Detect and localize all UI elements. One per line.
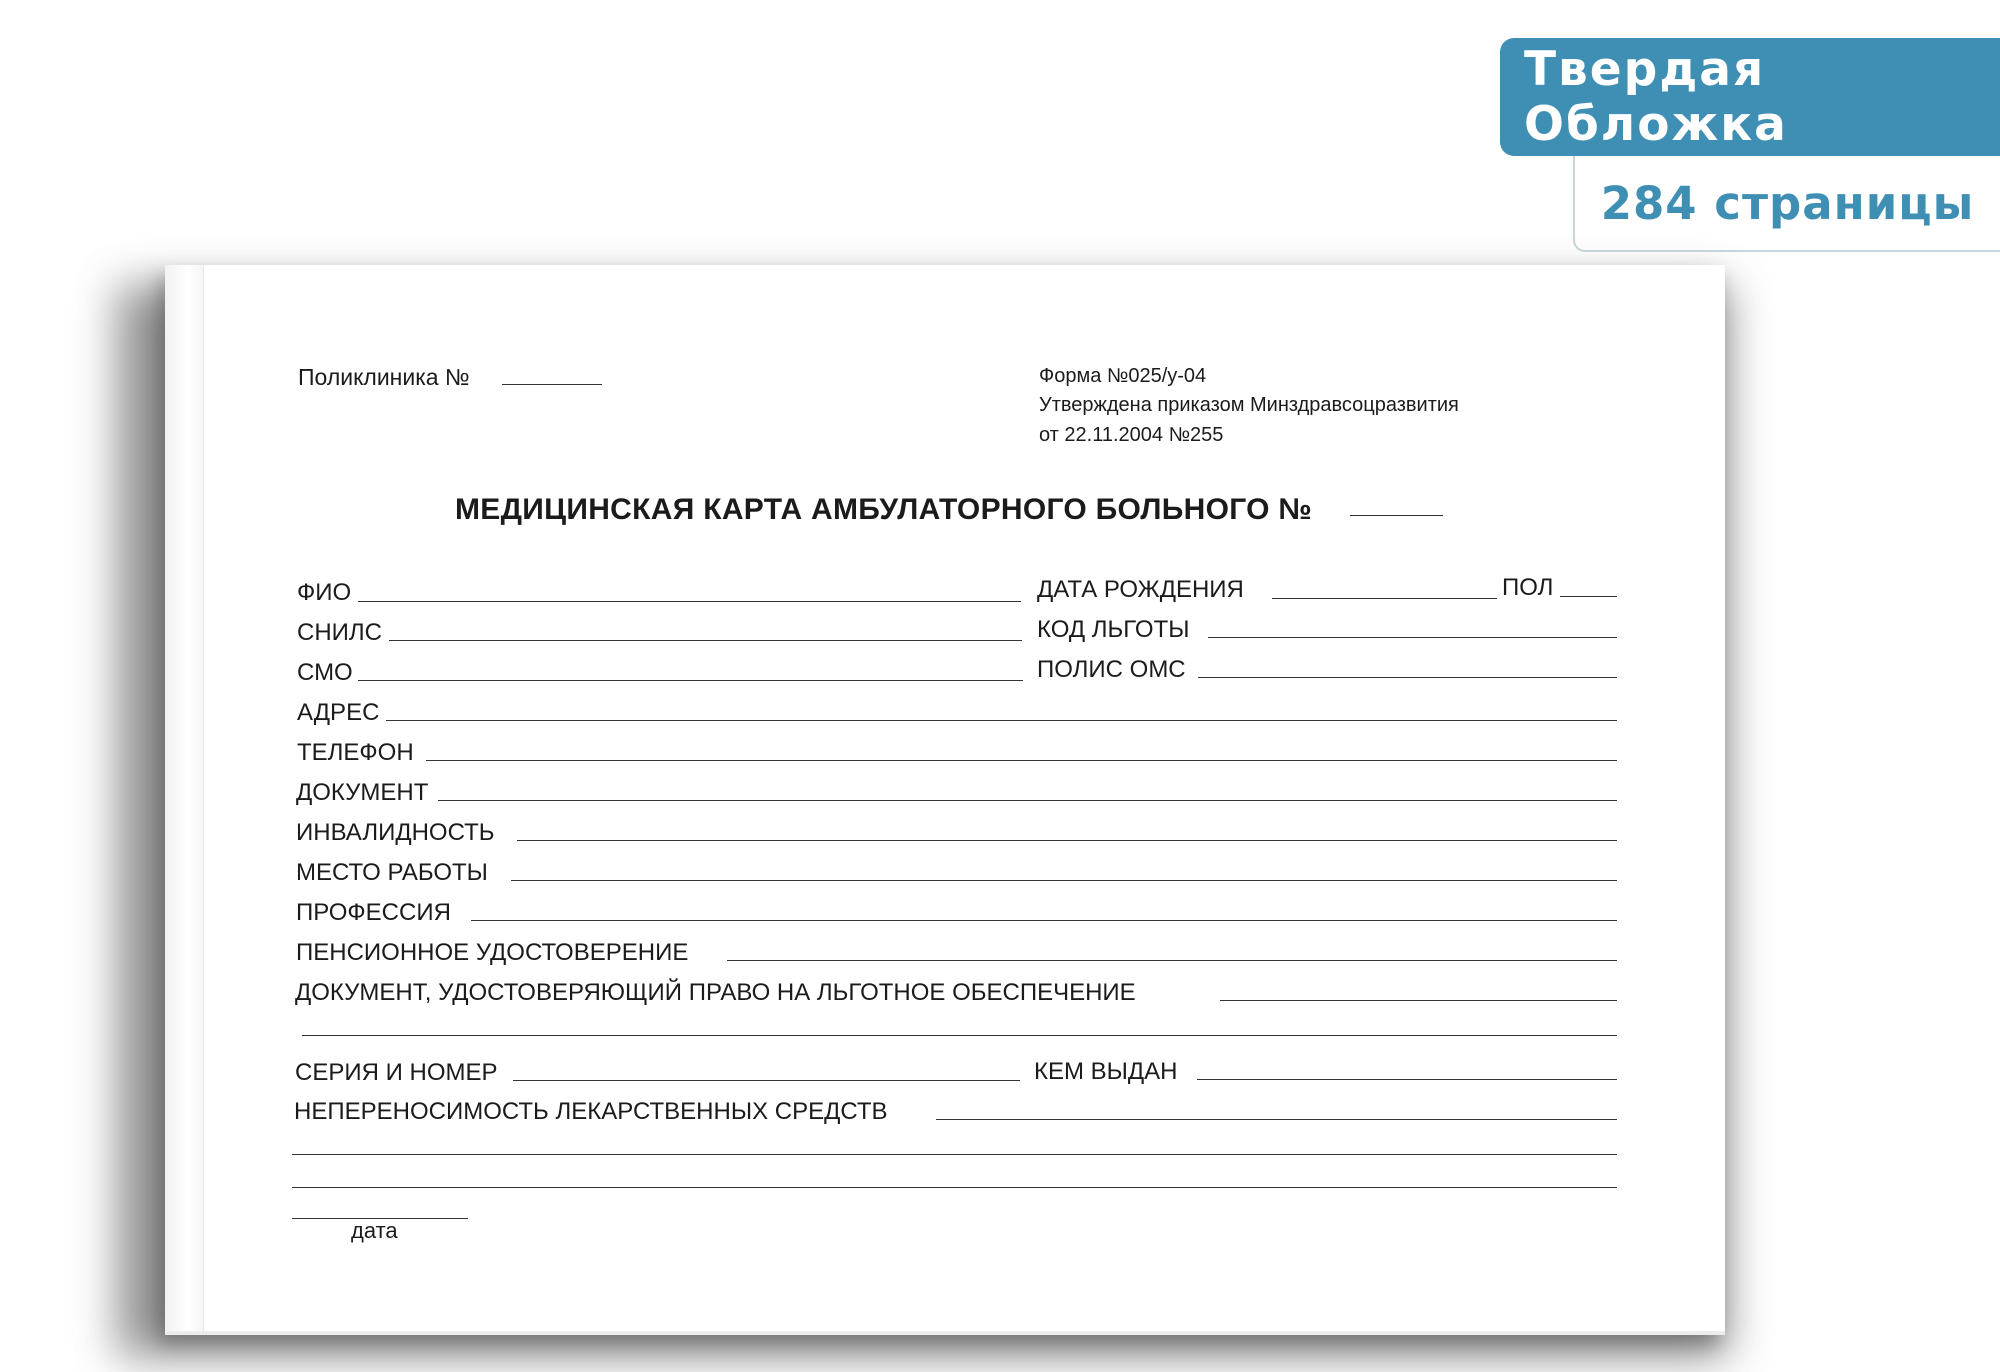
sex-label: ПОЛ xyxy=(1502,574,1554,601)
fio-line[interactable] xyxy=(358,601,1021,602)
workplace-line[interactable] xyxy=(511,880,1617,881)
smo-line[interactable] xyxy=(358,680,1023,681)
benefit-doc-line-2[interactable] xyxy=(302,1035,1617,1036)
series-number-label: СЕРИЯ И НОМЕР xyxy=(295,1059,498,1086)
page-count-badge: 284 страницы xyxy=(1573,156,2000,252)
intolerance-label: НЕПЕРЕНОСИМОСТЬ ЛЕКАРСТВЕННЫХ СРЕДСТВ xyxy=(294,1098,888,1125)
intolerance-line-3[interactable] xyxy=(292,1187,1617,1188)
snils-label: СНИЛС xyxy=(297,619,382,646)
document-label: ДОКУМЕНТ xyxy=(296,779,429,806)
clinic-number-line[interactable] xyxy=(502,384,602,385)
fio-label: ФИО xyxy=(297,579,352,606)
address-label: АДРЕС xyxy=(297,699,380,726)
book-edge xyxy=(165,1331,1725,1335)
date-label: дата xyxy=(351,1218,398,1243)
sex-line[interactable] xyxy=(1560,596,1617,597)
document-line[interactable] xyxy=(438,800,1617,801)
smo-label: СМО xyxy=(297,659,353,686)
issued-by-line[interactable] xyxy=(1197,1079,1617,1080)
hard-cover-badge: Твердая Обложка xyxy=(1500,38,2000,156)
benefit-doc-line[interactable] xyxy=(1220,1000,1617,1001)
oms-policy-line[interactable] xyxy=(1198,677,1617,678)
oms-policy-label: ПОЛИС ОМС xyxy=(1037,656,1186,683)
disability-line[interactable] xyxy=(517,840,1617,841)
snils-line[interactable] xyxy=(389,640,1022,641)
benefit-code-line[interactable] xyxy=(1208,637,1617,638)
benefit-code-label: КОД ЛЬГОТЫ xyxy=(1037,616,1190,643)
form-approved-date: от 22.11.2004 №255 xyxy=(1039,424,1224,446)
phone-line[interactable] xyxy=(426,760,1617,761)
intolerance-line[interactable] xyxy=(936,1119,1617,1120)
series-number-line[interactable] xyxy=(513,1080,1020,1081)
card-number-line[interactable] xyxy=(1350,515,1443,516)
birth-date-line[interactable] xyxy=(1272,598,1497,599)
issued-by-label: КЕМ ВЫДАН xyxy=(1034,1058,1178,1085)
phone-label: ТЕЛЕФОН xyxy=(297,739,414,766)
book-spine xyxy=(165,265,204,1335)
clinic-label: Поликлиника № xyxy=(298,364,470,390)
birth-date-label: ДАТА РОЖДЕНИЯ xyxy=(1037,576,1244,603)
profession-line[interactable] xyxy=(471,920,1617,921)
profession-label: ПРОФЕССИЯ xyxy=(296,899,451,926)
workplace-label: МЕСТО РАБОТЫ xyxy=(296,859,488,886)
medical-card-book xyxy=(165,265,1725,1335)
form-number: Форма №025/у-04 xyxy=(1039,365,1207,387)
intolerance-line-2[interactable] xyxy=(292,1154,1617,1155)
benefit-doc-label: ДОКУМЕНТ, УДОСТОВЕРЯЮЩИЙ ПРАВО НА ЛЬГОТНОЕ ОБЕСПЕЧЕНИЕ xyxy=(295,979,1136,1006)
pension-label: ПЕНСИОННОЕ УДОСТОВЕРЕНИЕ xyxy=(296,939,689,966)
address-line[interactable] xyxy=(386,720,1617,721)
document-title: МЕДИЦИНСКАЯ КАРТА АМБУЛАТОРНОГО БОЛЬНОГО № xyxy=(455,493,1313,526)
disability-label: ИНВАЛИДНОСТЬ xyxy=(296,819,495,846)
pension-line[interactable] xyxy=(727,960,1617,961)
form-approved-by: Утверждена приказом Минздравсоцразвития xyxy=(1039,394,1459,416)
